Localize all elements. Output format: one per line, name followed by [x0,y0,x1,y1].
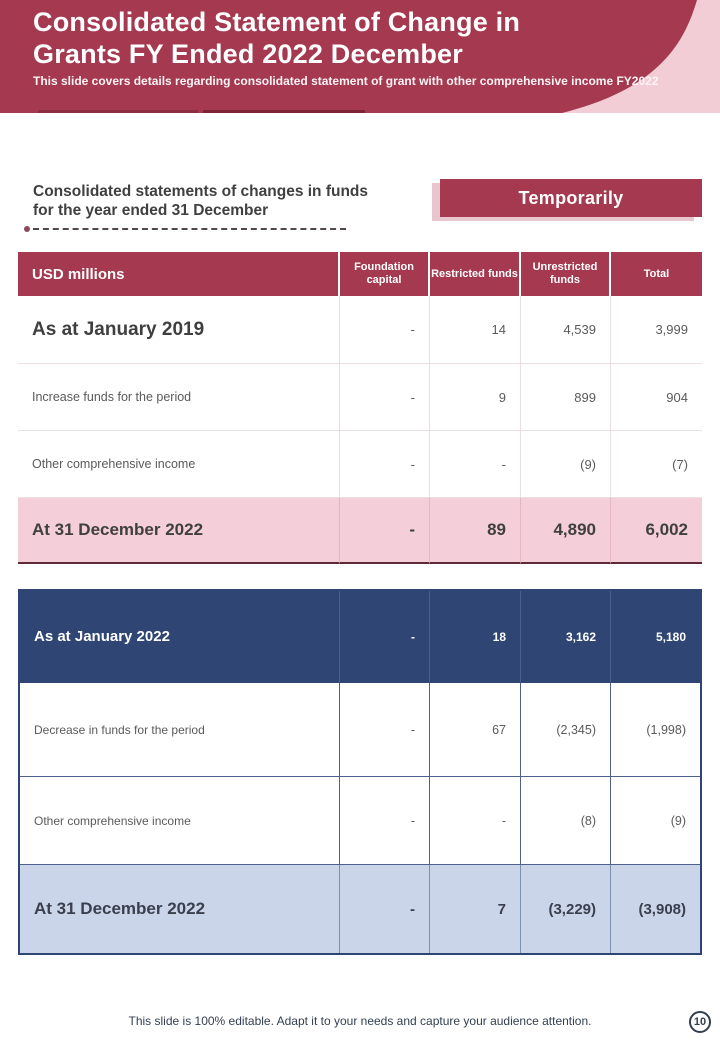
table2-cell: - [340,683,430,777]
table1-col-total: Total [611,252,702,296]
temporarily-tag-box [440,179,702,217]
table2-cell: (9) [611,777,700,865]
table1-cell: - [430,431,521,498]
slide-title [33,6,653,70]
table2-cell: - [340,591,430,683]
table2-total-label: At 31 December 2022 [20,865,340,953]
table1-cell: 3,999 [611,296,702,364]
slide-subtitle: This slide covers details regarding consolidated statement of grant with other comprehensive income FY2022 [33,74,659,88]
table2-cell: 67 [430,683,521,777]
table1-col-unrestricted-funds: Unrestricted funds [521,252,611,296]
slide-header [0,0,720,113]
table2-cell: (2,345) [521,683,611,777]
table2-cell: - [430,777,521,865]
table1-col-foundation-capital: Foundation capital [340,252,430,296]
table1-total-cell: 89 [430,498,521,564]
header-accent-strip-right [203,110,365,113]
table1-cell: 9 [430,364,521,431]
section-heading-line2: for the year ended 31 December [33,202,269,219]
table1-total-cell: - [340,498,430,564]
header-accent-strip-left [38,110,198,113]
footer-note: This slide is 100% editable. Adapt it to your needs and capture your audience attention. [128,1014,592,1028]
table1-cell: 904 [611,364,702,431]
table2-row-label: Decrease in funds for the period [20,683,340,777]
section-heading [33,182,413,220]
dashed-divider-dot [24,226,30,232]
table1-unit-header: USD millions [18,252,340,296]
table2-total-cell: (3,908) [611,865,700,953]
table1-cell: 899 [521,364,611,431]
temporarily-tag-label: Temporarily [518,187,624,208]
dashed-divider [33,228,346,230]
table2-total-cell: - [340,865,430,953]
table2-total-cell: (3,229) [521,865,611,953]
table1-total-label: At 31 December 2022 [18,498,340,564]
funds-table-2022 [18,589,702,955]
table2-row-label: As at January 2022 [20,591,340,683]
slide-title-line2: Grants FY Ended 2022 December [33,39,463,69]
table1-total-cell: 6,002 [611,498,702,564]
table1-cell: (9) [521,431,611,498]
table1-total-cell: 4,890 [521,498,611,564]
table2-row-label: Other comprehensive income [20,777,340,865]
table2-cell: - [340,777,430,865]
table1-cell: - [340,364,430,431]
table1-cell: 14 [430,296,521,364]
table1-cell: - [340,431,430,498]
table2-total-cell: 7 [430,865,521,953]
table2-cell: 5,180 [611,591,700,683]
table1-col-restricted-funds: Restricted funds [430,252,521,296]
table1-cell: - [340,296,430,364]
table2-cell: (1,998) [611,683,700,777]
table1-row-label: As at January 2019 [18,296,340,364]
table1-cell: (7) [611,431,702,498]
table2-cell: (8) [521,777,611,865]
temporarily-tag [432,179,702,221]
funds-table-2019 [18,252,702,564]
table2-cell: 18 [430,591,521,683]
table1-row-label: Increase funds for the period [18,364,340,431]
page-number-badge [689,1011,711,1033]
section-heading-line1: Consolidated statements of changes in funds [33,183,369,200]
table1-row-label: Other comprehensive income [18,431,340,498]
page-number: 10 [693,1016,707,1028]
table1-cell: 4,539 [521,296,611,364]
slide-title-line1: Consolidated Statement of Change in [33,7,521,37]
table2-cell: 3,162 [521,591,611,683]
